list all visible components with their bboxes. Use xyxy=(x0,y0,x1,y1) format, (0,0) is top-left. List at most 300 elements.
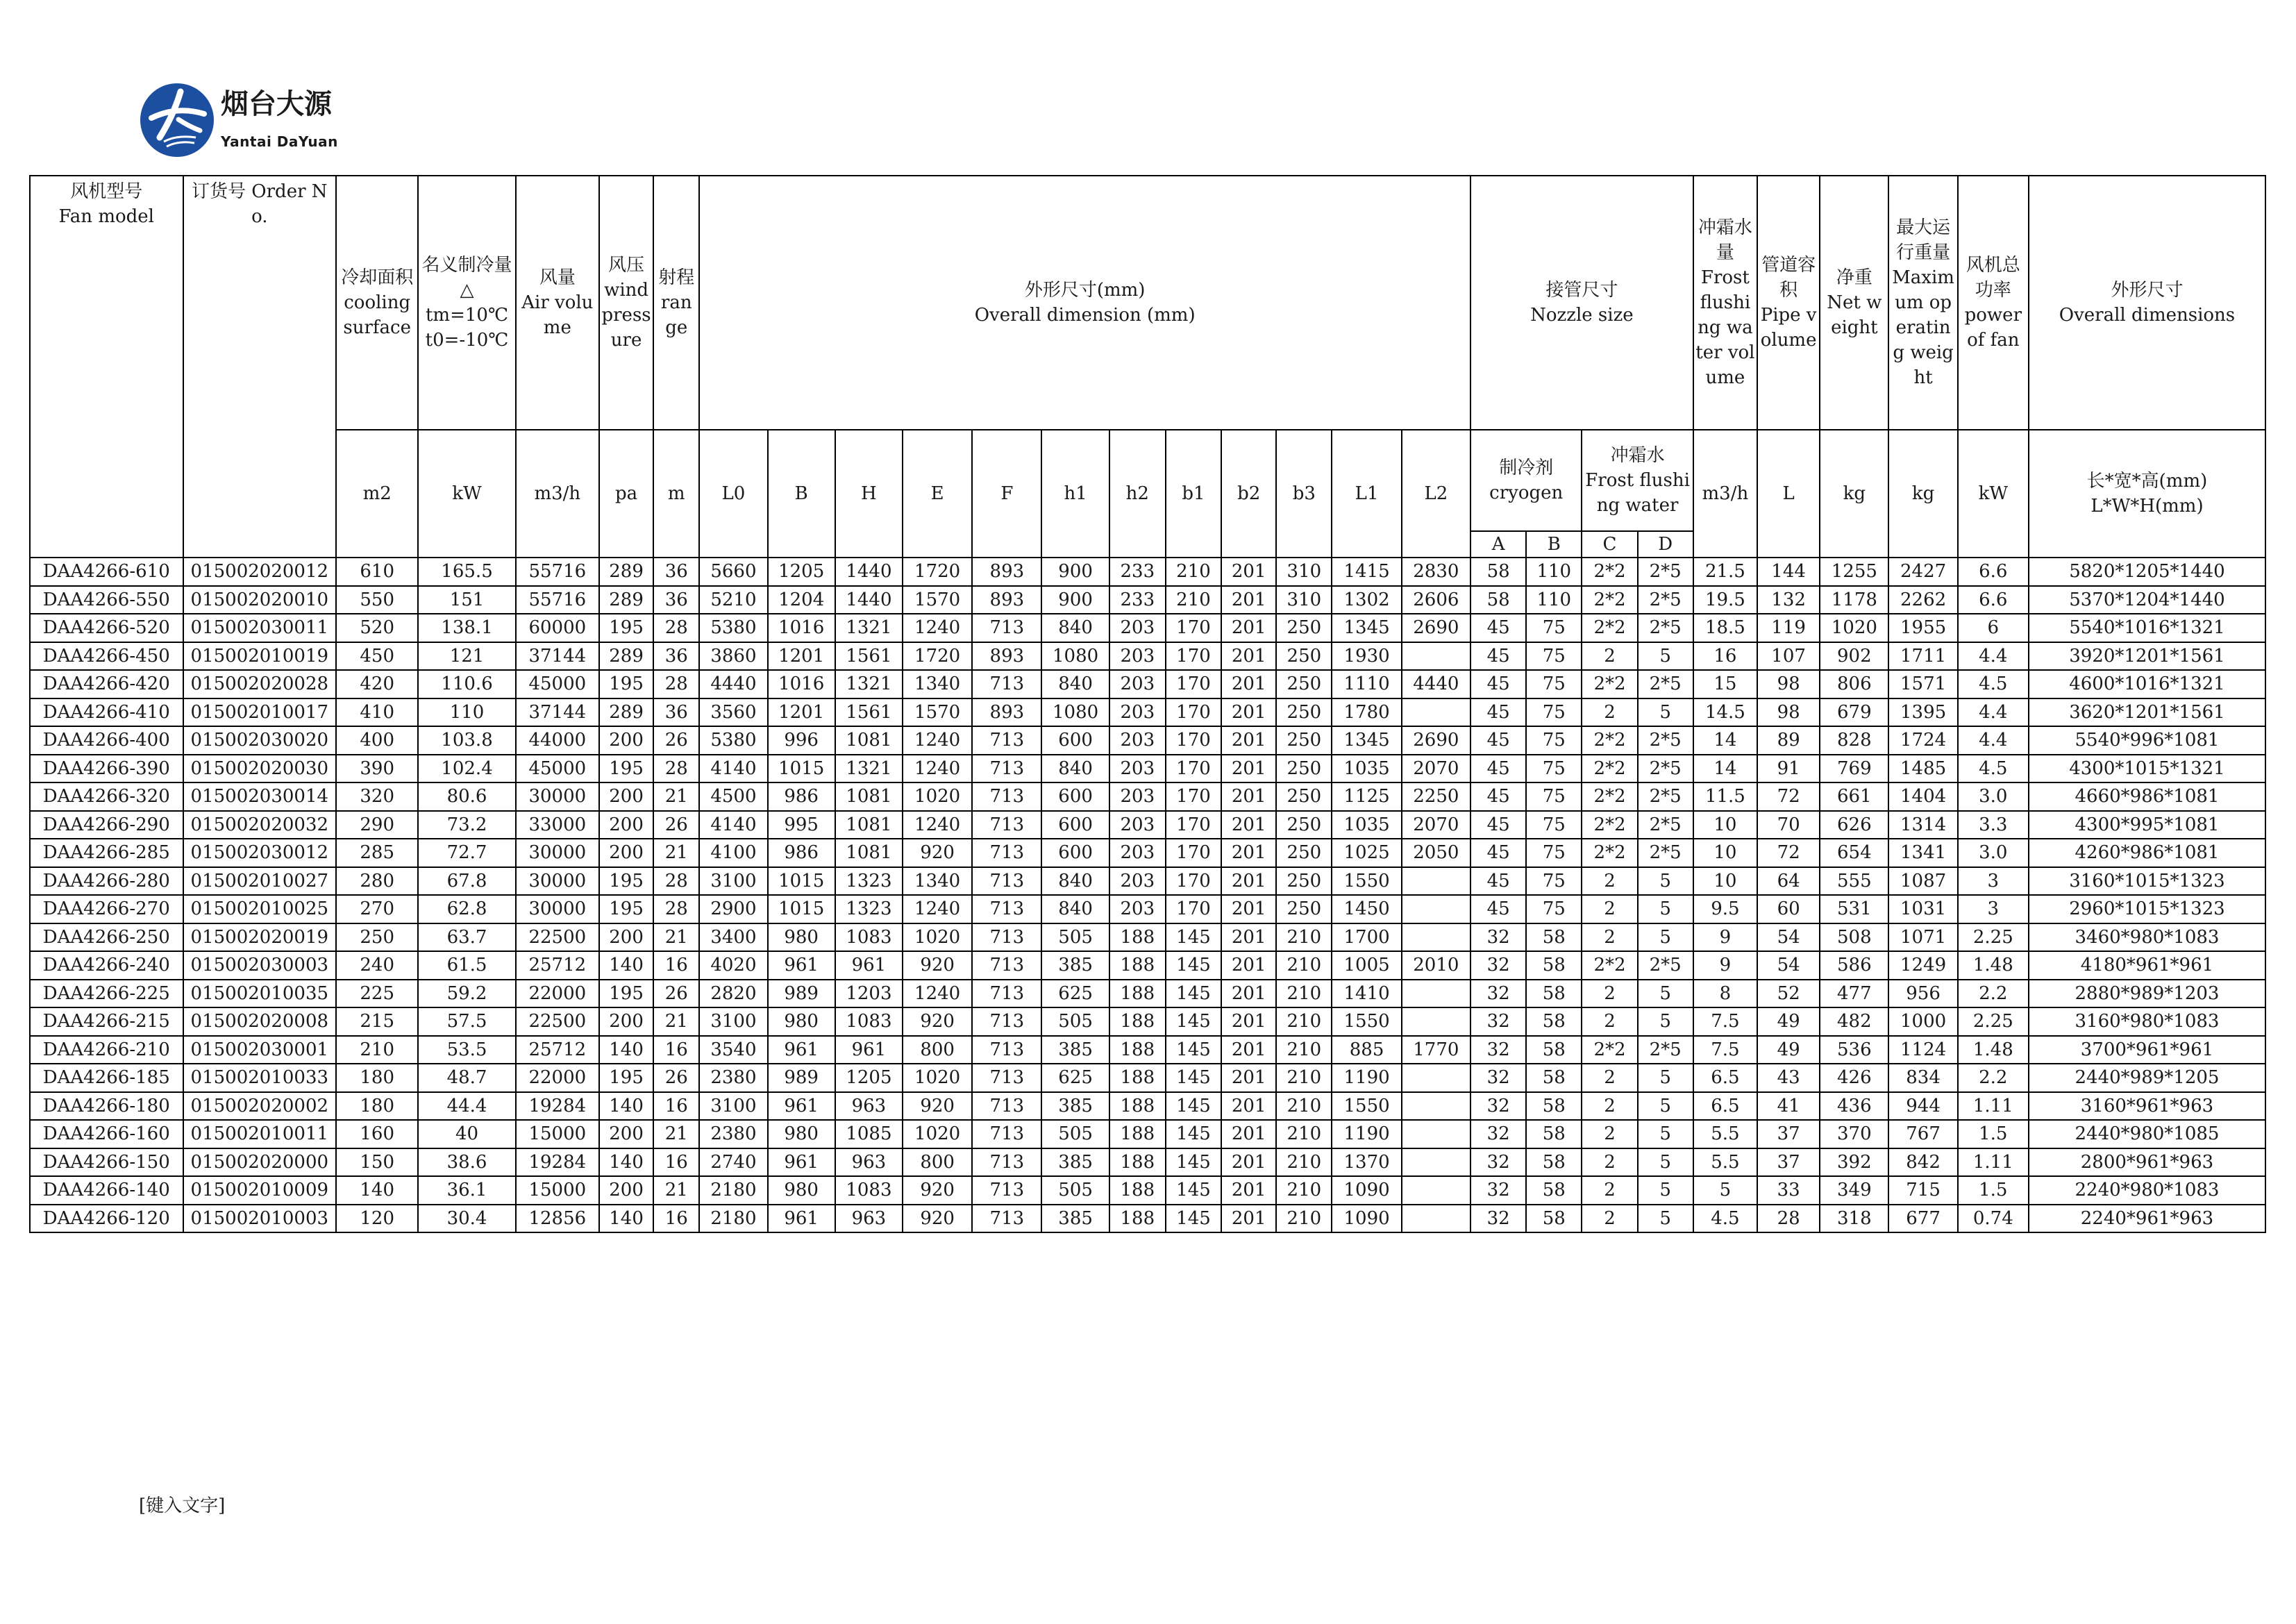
table-row xyxy=(30,923,2265,952)
table-cell: 26 xyxy=(653,980,699,1008)
table-cell: 1240 xyxy=(903,811,972,839)
table-cell: 201 xyxy=(1221,1007,1276,1036)
table-cell: 1314 xyxy=(1888,811,1957,839)
table-cell: 2 xyxy=(1582,923,1637,952)
table-cell: 45 xyxy=(1470,839,1526,867)
table-cell: 713 xyxy=(972,1205,1041,1233)
table-cell: DAA4266-420 xyxy=(30,670,183,698)
table-cell: 280 xyxy=(336,867,418,896)
table-cell: 188 xyxy=(1109,1064,1166,1092)
unit-dim-e: E xyxy=(903,430,972,558)
table-cell: 3620*1201*1561 xyxy=(2029,698,2265,727)
table-cell: 250 xyxy=(1276,782,1332,811)
table-cell: 385 xyxy=(1041,1092,1109,1121)
table-row xyxy=(30,1120,2265,1148)
table-cell: 1.48 xyxy=(1958,951,2029,980)
table-cell: 2606 xyxy=(1402,586,1470,614)
table-cell: 195 xyxy=(599,867,653,896)
table-cell: DAA4266-550 xyxy=(30,586,183,614)
table-cell: 289 xyxy=(599,698,653,727)
table-cell: 30000 xyxy=(516,839,599,867)
table-cell: 45 xyxy=(1470,642,1526,671)
table-cell: 64 xyxy=(1757,867,1820,896)
table-cell: 201 xyxy=(1221,980,1276,1008)
table-cell: 21 xyxy=(653,1007,699,1036)
table-cell: 102.4 xyxy=(418,755,515,783)
table-cell: 225 xyxy=(336,980,418,1008)
table-cell: 2 xyxy=(1582,1092,1637,1121)
table-cell: DAA4266-520 xyxy=(30,614,183,642)
table-cell: 201 xyxy=(1221,1148,1276,1177)
table-cell: 2240*980*1083 xyxy=(2029,1176,2265,1205)
table-cell: 2250 xyxy=(1402,782,1470,811)
table-cell xyxy=(1402,1205,1470,1233)
table-cell: 36 xyxy=(653,642,699,671)
table-cell: 145 xyxy=(1166,980,1221,1008)
table-cell: 450 xyxy=(336,642,418,671)
table-cell: 840 xyxy=(1041,867,1109,896)
table-cell: 52 xyxy=(1757,980,1820,1008)
table-cell: 1345 xyxy=(1332,614,1401,642)
table-cell: 145 xyxy=(1166,1176,1221,1205)
table-cell: DAA4266-240 xyxy=(30,951,183,980)
table-cell: 43 xyxy=(1757,1064,1820,1092)
table-cell: 75 xyxy=(1526,867,1582,896)
table-cell: 531 xyxy=(1820,895,1888,923)
header-cryogen: 制冷剂 cryogen xyxy=(1470,430,1582,531)
table-cell: 2*5 xyxy=(1638,839,1693,867)
table-cell: 58 xyxy=(1470,586,1526,614)
table-cell: 3400 xyxy=(699,923,767,952)
table-cell: 160 xyxy=(336,1120,418,1148)
table-row xyxy=(30,867,2265,896)
table-cell: 58 xyxy=(1526,1007,1582,1036)
table-cell: 1724 xyxy=(1888,726,1957,755)
table-cell: 2 xyxy=(1582,698,1637,727)
table-cell: 80.6 xyxy=(418,782,515,811)
table-cell: 436 xyxy=(1820,1092,1888,1121)
table-cell: 1561 xyxy=(835,698,903,727)
table-cell: 250 xyxy=(1276,670,1332,698)
table-cell: 200 xyxy=(599,923,653,952)
table-cell: 840 xyxy=(1041,670,1109,698)
table-cell: 58 xyxy=(1470,558,1526,586)
table-cell: 555 xyxy=(1820,867,1888,896)
table-cell: 72.7 xyxy=(418,839,515,867)
table-cell: 1340 xyxy=(903,670,972,698)
table-cell: 201 xyxy=(1221,951,1276,980)
table-cell: 30000 xyxy=(516,782,599,811)
table-cell: 625 xyxy=(1041,980,1109,1008)
table-cell: DAA4266-250 xyxy=(30,923,183,952)
table-cell: 5 xyxy=(1638,1176,1693,1205)
table-cell: 1321 xyxy=(835,614,903,642)
table-cell: 58 xyxy=(1526,951,1582,980)
table-cell: 920 xyxy=(903,1176,972,1205)
table-cell: 21 xyxy=(653,1176,699,1205)
table-row xyxy=(30,698,2265,727)
table-cell: 22500 xyxy=(516,923,599,952)
table-row xyxy=(30,811,2265,839)
table-cell: 1201 xyxy=(768,642,835,671)
table-cell: 250 xyxy=(1276,839,1332,867)
table-cell: 5660 xyxy=(699,558,767,586)
table-cell: 679 xyxy=(1820,698,1888,727)
table-cell: 5 xyxy=(1638,1007,1693,1036)
table-cell: 015002010025 xyxy=(183,895,337,923)
table-cell: 1780 xyxy=(1332,698,1401,727)
table-cell: 1955 xyxy=(1888,614,1957,642)
table-cell: 2 xyxy=(1582,1148,1637,1177)
table-cell: 140 xyxy=(599,1036,653,1064)
table-cell: 45 xyxy=(1470,726,1526,755)
table-cell: 1110 xyxy=(1332,670,1401,698)
table-cell: 233 xyxy=(1109,558,1166,586)
table-cell: 1323 xyxy=(835,895,903,923)
table-cell: 170 xyxy=(1166,755,1221,783)
table-row xyxy=(30,895,2265,923)
table-cell: DAA4266-160 xyxy=(30,1120,183,1148)
table-cell: 661 xyxy=(1820,782,1888,811)
table-cell: 2262 xyxy=(1888,586,1957,614)
table-cell: 203 xyxy=(1109,755,1166,783)
table-cell: 107 xyxy=(1757,642,1820,671)
table-cell: 1450 xyxy=(1332,895,1401,923)
table-cell: 4260*986*1081 xyxy=(2029,839,2265,867)
table-cell: 1020 xyxy=(1820,614,1888,642)
table-cell: 920 xyxy=(903,951,972,980)
table-cell: 5 xyxy=(1638,895,1693,923)
table-cell: 32 xyxy=(1470,1148,1526,1177)
table-cell: DAA4266-320 xyxy=(30,782,183,811)
table-cell: 980 xyxy=(768,1120,835,1148)
table-cell: 0.74 xyxy=(1958,1205,2029,1233)
table-cell: 1125 xyxy=(1332,782,1401,811)
table-cell: 210 xyxy=(1276,1120,1332,1148)
table-cell: 32 xyxy=(1470,1120,1526,1148)
table-cell: 1020 xyxy=(903,782,972,811)
table-cell: 400 xyxy=(336,726,418,755)
table-cell: 1485 xyxy=(1888,755,1957,783)
table-cell: 4500 xyxy=(699,782,767,811)
table-cell: 713 xyxy=(972,726,1041,755)
table-cell: 38.6 xyxy=(418,1148,515,1177)
table-cell: 828 xyxy=(1820,726,1888,755)
table-cell: 121 xyxy=(418,642,515,671)
table-cell: 2*2 xyxy=(1582,1036,1637,1064)
table-cell: 195 xyxy=(599,895,653,923)
table-cell: 5540*996*1081 xyxy=(2029,726,2265,755)
table-cell: 1720 xyxy=(903,558,972,586)
table-cell: 2.2 xyxy=(1958,1064,2029,1092)
table-cell: 2900 xyxy=(699,895,767,923)
table-cell: 2010 xyxy=(1402,951,1470,980)
table-cell: 63.7 xyxy=(418,923,515,952)
table-cell: 015002020008 xyxy=(183,1007,337,1036)
table-cell: 110 xyxy=(418,698,515,727)
table-cell: 900 xyxy=(1041,558,1109,586)
table-cell: 16 xyxy=(653,1036,699,1064)
table-cell: 110 xyxy=(1526,558,1582,586)
table-cell: 203 xyxy=(1109,867,1166,896)
header-range: 射程 range xyxy=(653,176,699,430)
table-cell: 201 xyxy=(1221,1064,1276,1092)
table-cell: 201 xyxy=(1221,923,1276,952)
table-cell: 713 xyxy=(972,980,1041,1008)
table-cell: 610 xyxy=(336,558,418,586)
table-cell xyxy=(1402,1007,1470,1036)
header-cooling-surface: 冷却面积 cooling surface xyxy=(336,176,418,430)
table-cell: 201 xyxy=(1221,755,1276,783)
table-cell: 1015 xyxy=(768,895,835,923)
unit-dim-f: F xyxy=(972,430,1041,558)
table-cell: 110 xyxy=(1526,586,1582,614)
table-cell: 654 xyxy=(1820,839,1888,867)
table-cell: 210 xyxy=(1276,1007,1332,1036)
table-cell: 1711 xyxy=(1888,642,1957,671)
table-cell: 4440 xyxy=(1402,670,1470,698)
table-cell: 015002030014 xyxy=(183,782,337,811)
table-cell: 1340 xyxy=(903,867,972,896)
table-cell: 1080 xyxy=(1041,698,1109,727)
table-cell: 1561 xyxy=(835,642,903,671)
table-cell: 195 xyxy=(599,1064,653,1092)
table-cell: 980 xyxy=(768,1176,835,1205)
table-cell: 5 xyxy=(1638,980,1693,1008)
table-cell: 3160*961*963 xyxy=(2029,1092,2265,1121)
table-cell: 986 xyxy=(768,782,835,811)
table-cell: 75 xyxy=(1526,895,1582,923)
table-cell: 32 xyxy=(1470,1036,1526,1064)
table-cell: 015002010003 xyxy=(183,1205,337,1233)
table-cell: 170 xyxy=(1166,698,1221,727)
table-cell: 2*2 xyxy=(1582,811,1637,839)
table-cell: 1323 xyxy=(835,867,903,896)
table-cell: 385 xyxy=(1041,1205,1109,1233)
table-cell: 210 xyxy=(1276,923,1332,952)
table-cell: 1240 xyxy=(903,980,972,1008)
table-cell: 170 xyxy=(1166,782,1221,811)
table-cell: 33 xyxy=(1757,1176,1820,1205)
table-cell: 586 xyxy=(1820,951,1888,980)
table-cell: 961 xyxy=(835,1036,903,1064)
header-frost-water: 冲霜水 Frost flushing water xyxy=(1582,430,1693,531)
table-cell: 75 xyxy=(1526,782,1582,811)
table-cell: 310 xyxy=(1276,586,1332,614)
table-cell: 1700 xyxy=(1332,923,1401,952)
table-cell: 989 xyxy=(768,1064,835,1092)
table-cell: 3700*961*961 xyxy=(2029,1036,2265,1064)
table-cell: 1081 xyxy=(835,839,903,867)
table-cell: 4600*1016*1321 xyxy=(2029,670,2265,698)
table-cell: 2050 xyxy=(1402,839,1470,867)
table-cell: 144 xyxy=(1757,558,1820,586)
table-row xyxy=(30,586,2265,614)
table-cell: 21 xyxy=(653,782,699,811)
table-cell: 713 xyxy=(972,839,1041,867)
table-cell: 5380 xyxy=(699,614,767,642)
table-cell: 16 xyxy=(1693,642,1757,671)
table-cell: 767 xyxy=(1888,1120,1957,1148)
table-cell: 3560 xyxy=(699,698,767,727)
table-cell: 963 xyxy=(835,1205,903,1233)
table-cell: 1081 xyxy=(835,782,903,811)
table-cell: 188 xyxy=(1109,923,1166,952)
table-cell: 980 xyxy=(768,1007,835,1036)
table-cell: 1083 xyxy=(835,1176,903,1205)
table-cell: 713 xyxy=(972,1148,1041,1177)
table-cell: 3460*980*1083 xyxy=(2029,923,2265,952)
table-cell: 2440*980*1085 xyxy=(2029,1120,2265,1148)
table-cell: 19.5 xyxy=(1693,586,1757,614)
table-cell: 170 xyxy=(1166,839,1221,867)
table-cell: 290 xyxy=(336,811,418,839)
table-cell: 140 xyxy=(599,1205,653,1233)
table-cell: 2*5 xyxy=(1638,755,1693,783)
table-cell: 625 xyxy=(1041,1064,1109,1092)
table-cell: 4.4 xyxy=(1958,642,2029,671)
table-cell: 2*2 xyxy=(1582,614,1637,642)
table-row xyxy=(30,1205,2265,1233)
table-cell: 1395 xyxy=(1888,698,1957,727)
table-cell: 3860 xyxy=(699,642,767,671)
table-cell: 2*2 xyxy=(1582,558,1637,586)
table-cell: 715 xyxy=(1888,1176,1957,1205)
table-cell: 45 xyxy=(1470,811,1526,839)
table-cell: DAA4266-185 xyxy=(30,1064,183,1092)
table-row xyxy=(30,558,2265,586)
table-cell: 289 xyxy=(599,558,653,586)
table-cell: 75 xyxy=(1526,642,1582,671)
table-cell: DAA4266-290 xyxy=(30,811,183,839)
unit-net-weight: kg xyxy=(1820,430,1888,558)
table-cell: 920 xyxy=(903,1205,972,1233)
table-cell: 1370 xyxy=(1332,1148,1401,1177)
table-cell: 842 xyxy=(1888,1148,1957,1177)
table-cell: 73.2 xyxy=(418,811,515,839)
table-cell: 210 xyxy=(1276,1205,1332,1233)
table-cell: 1015 xyxy=(768,755,835,783)
table-cell: 188 xyxy=(1109,1148,1166,1177)
table-cell xyxy=(1402,642,1470,671)
table-cell: 015002010011 xyxy=(183,1120,337,1148)
footer-placeholder-text: [键入文字] xyxy=(139,1496,226,1516)
table-cell: 70 xyxy=(1757,811,1820,839)
table-cell: 2 xyxy=(1582,1176,1637,1205)
table-cell: 58 xyxy=(1526,1205,1582,1233)
table-cell: 713 xyxy=(972,1007,1041,1036)
table-cell: 1025 xyxy=(1332,839,1401,867)
table-cell: 58 xyxy=(1526,1120,1582,1148)
table-cell: 180 xyxy=(336,1092,418,1121)
table-cell: 72 xyxy=(1757,782,1820,811)
table-cell: 233 xyxy=(1109,586,1166,614)
table-cell: 015002030003 xyxy=(183,951,337,980)
table-cell: 800 xyxy=(903,1148,972,1177)
table-cell: 250 xyxy=(1276,867,1332,896)
table-cell: 36 xyxy=(653,698,699,727)
table-cell: 210 xyxy=(1276,980,1332,1008)
table-cell: 45 xyxy=(1470,670,1526,698)
table-cell: DAA4266-450 xyxy=(30,642,183,671)
table-cell: 58 xyxy=(1526,1036,1582,1064)
table-cell: 713 xyxy=(972,1092,1041,1121)
table-cell: 170 xyxy=(1166,895,1221,923)
table-row xyxy=(30,726,2265,755)
table-cell: 21.5 xyxy=(1693,558,1757,586)
table-cell: 32 xyxy=(1470,951,1526,980)
table-cell: 713 xyxy=(972,755,1041,783)
table-cell: 677 xyxy=(1888,1205,1957,1233)
table-cell: 1930 xyxy=(1332,642,1401,671)
table-cell: 2*5 xyxy=(1638,726,1693,755)
table-cell: 1571 xyxy=(1888,670,1957,698)
table-cell: 015002010017 xyxy=(183,698,337,727)
table-cell: 963 xyxy=(835,1092,903,1121)
table-cell: 28 xyxy=(653,614,699,642)
unit-overall-dims: 长*宽*高(mm) L*W*H(mm) xyxy=(2029,430,2265,558)
table-cell: 55716 xyxy=(516,586,599,614)
unit-frost-volume: m3/h xyxy=(1693,430,1757,558)
table-row xyxy=(30,1092,2265,1121)
table-cell: 203 xyxy=(1109,698,1166,727)
table-cell: 505 xyxy=(1041,1176,1109,1205)
table-cell: 170 xyxy=(1166,614,1221,642)
unit-air-volume: m3/h xyxy=(516,430,599,558)
table-cell: 28 xyxy=(653,755,699,783)
table-cell: 4.5 xyxy=(1693,1205,1757,1233)
table-cell: 12856 xyxy=(516,1205,599,1233)
table-cell: 2*5 xyxy=(1638,670,1693,698)
table-cell: 1240 xyxy=(903,895,972,923)
table-cell: 893 xyxy=(972,558,1041,586)
table-cell: 57.5 xyxy=(418,1007,515,1036)
table-cell: 713 xyxy=(972,614,1041,642)
unit-dim-l1: L1 xyxy=(1332,430,1401,558)
table-cell: 58 xyxy=(1526,1064,1582,1092)
table-cell: 250 xyxy=(1276,614,1332,642)
table-cell: 961 xyxy=(768,1092,835,1121)
table-cell: 5.5 xyxy=(1693,1148,1757,1177)
table-cell: 015002030020 xyxy=(183,726,337,755)
table-cell: 2*5 xyxy=(1638,782,1693,811)
table-cell: 1440 xyxy=(835,558,903,586)
table-cell: 1190 xyxy=(1332,1064,1401,1092)
table-cell: 72 xyxy=(1757,839,1820,867)
table-cell: 713 xyxy=(972,782,1041,811)
table-cell: 188 xyxy=(1109,1092,1166,1121)
table-cell: 53.5 xyxy=(418,1036,515,1064)
table-cell: 98 xyxy=(1757,698,1820,727)
table-row xyxy=(30,1064,2265,1092)
table-cell: 385 xyxy=(1041,951,1109,980)
table-cell: 2440*989*1205 xyxy=(2029,1064,2265,1092)
table-cell: 22500 xyxy=(516,1007,599,1036)
table-cell: DAA4266-225 xyxy=(30,980,183,1008)
table-cell: 2*2 xyxy=(1582,782,1637,811)
table-cell: 1090 xyxy=(1332,1176,1401,1205)
table-cell: 37144 xyxy=(516,642,599,671)
table-cell: 45 xyxy=(1470,755,1526,783)
table-cell: 1240 xyxy=(903,755,972,783)
table-cell: 140 xyxy=(336,1176,418,1205)
table-cell: 145 xyxy=(1166,1148,1221,1177)
table-cell: 2 xyxy=(1582,867,1637,896)
table-cell: 1205 xyxy=(835,1064,903,1092)
table-cell: DAA4266-410 xyxy=(30,698,183,727)
table-cell: 201 xyxy=(1221,811,1276,839)
table-cell: 3100 xyxy=(699,1092,767,1121)
